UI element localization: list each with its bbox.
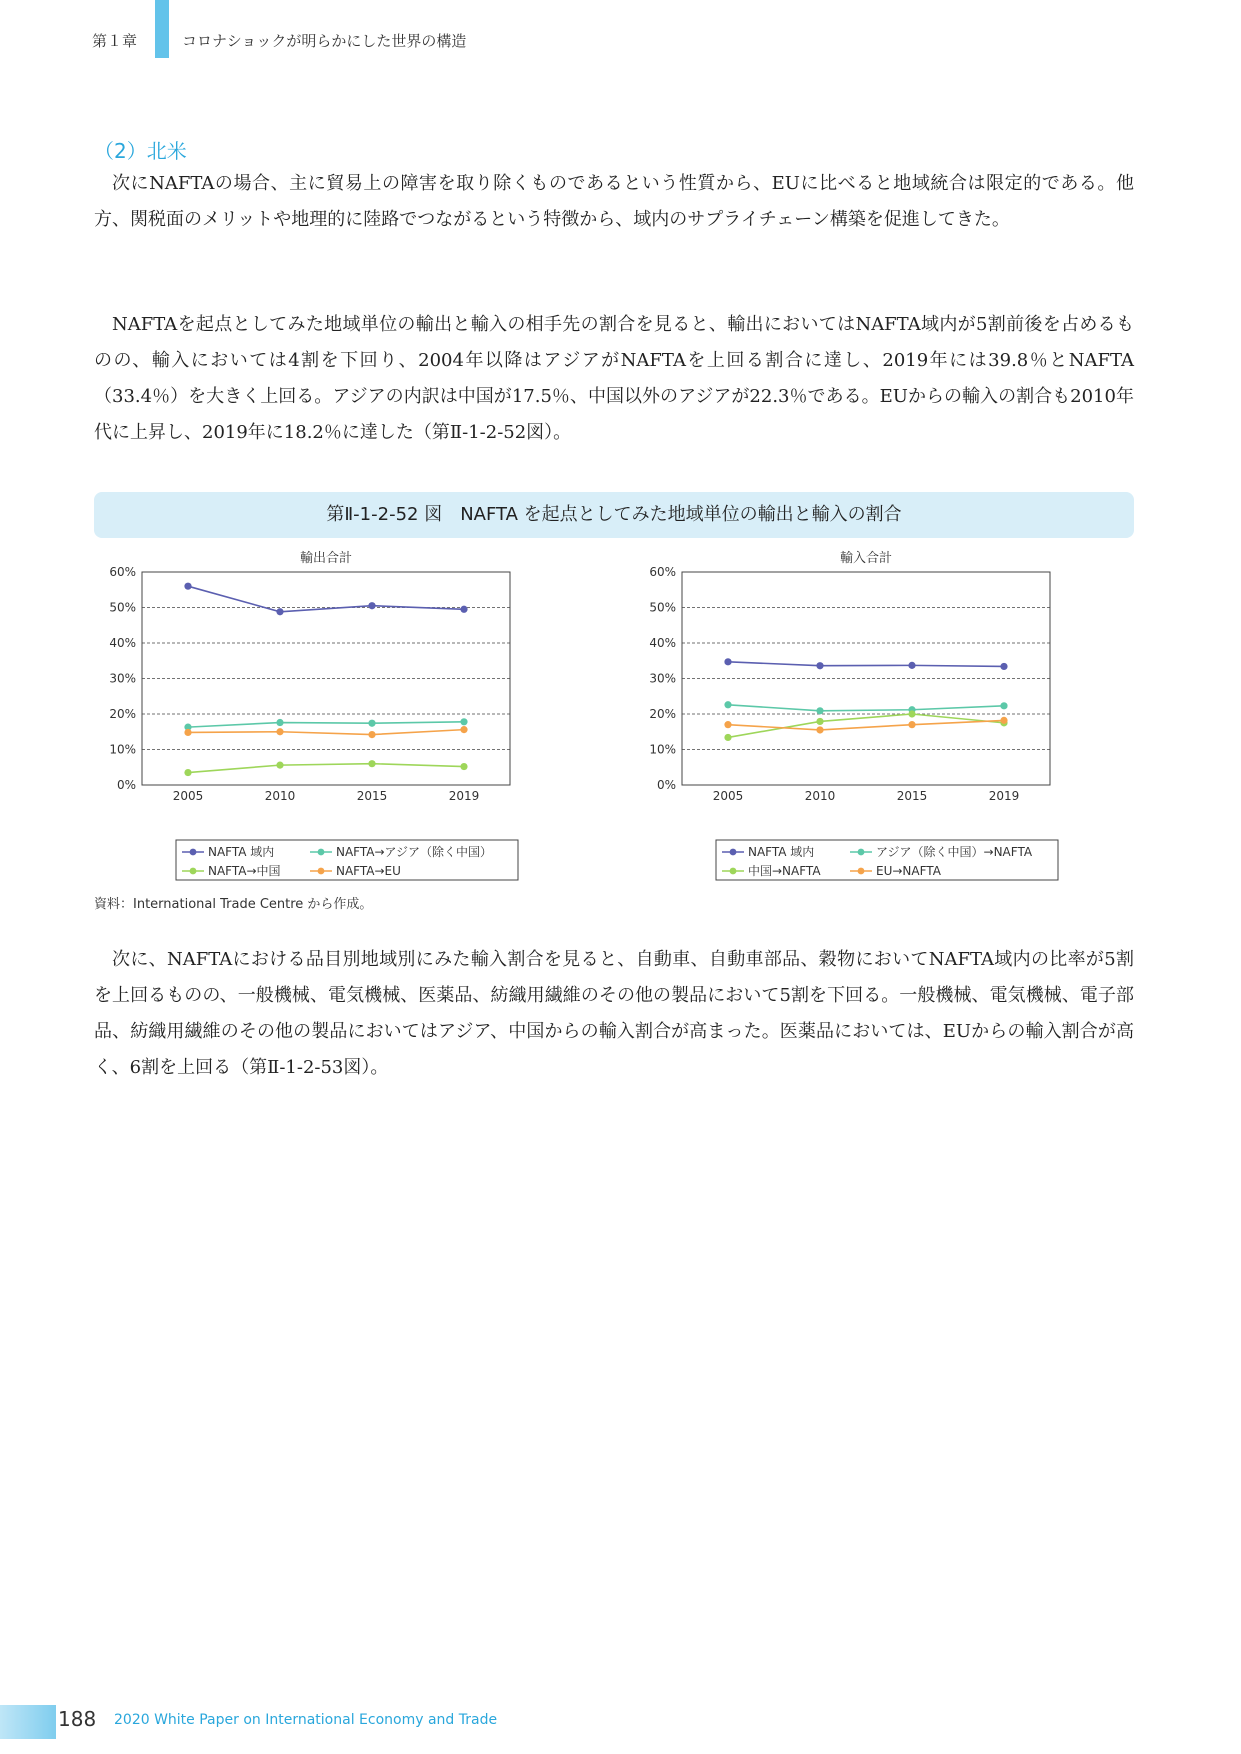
- y-tick-label: 50%: [109, 600, 136, 615]
- data-point: [1000, 663, 1007, 670]
- x-tick-label: 2010: [264, 789, 296, 803]
- data-point: [816, 707, 823, 714]
- y-tick-label: 10%: [649, 742, 676, 757]
- section-heading: （2）北米: [94, 139, 187, 163]
- header-accent-bar: [155, 0, 169, 58]
- data-point: [908, 710, 915, 717]
- data-point: [460, 726, 467, 733]
- import-chart: [634, 548, 1134, 888]
- data-point: [184, 583, 191, 590]
- legend-label: アジア（除く中国）→NAFTA: [876, 845, 1033, 859]
- y-tick-label: 50%: [649, 600, 676, 615]
- data-point: [724, 734, 731, 741]
- legend-swatch-dot: [730, 849, 737, 856]
- legend-swatch-dot: [190, 868, 197, 875]
- series-line: [728, 662, 1004, 667]
- series-line: [188, 722, 464, 727]
- data-point: [184, 769, 191, 776]
- data-point: [1000, 717, 1007, 724]
- legend-label: NAFTA→アジア（除く中国）: [336, 845, 493, 859]
- data-point: [276, 608, 283, 615]
- data-point: [816, 726, 823, 733]
- footer-accent-band: [0, 1705, 56, 1739]
- figure-source: 資料：International Trade Centre から作成。: [94, 897, 373, 912]
- legend-label: NAFTA 域内: [208, 845, 275, 859]
- y-tick-label: 60%: [649, 565, 676, 579]
- y-tick-label: 40%: [109, 636, 136, 650]
- data-point: [724, 658, 731, 665]
- data-point: [460, 718, 467, 725]
- y-tick-label: 30%: [649, 671, 676, 686]
- data-point: [908, 721, 915, 728]
- legend-label: NAFTA 域内: [748, 845, 815, 859]
- data-point: [816, 662, 823, 669]
- data-point: [460, 606, 467, 613]
- y-tick-label: 30%: [109, 671, 136, 686]
- data-point: [368, 731, 375, 738]
- legend-label: 中国→NAFTA: [748, 864, 821, 878]
- legend-label: NAFTA→EU: [336, 864, 401, 878]
- legend-swatch-dot: [858, 868, 865, 875]
- series-line: [728, 714, 1004, 737]
- legend-swatch-dot: [858, 849, 865, 856]
- x-tick-label: 2015: [896, 789, 928, 803]
- chart-title: 輸入合計: [839, 551, 893, 566]
- legend-swatch-dot: [730, 868, 737, 875]
- y-tick-label: 20%: [109, 707, 136, 721]
- page-number: 188: [58, 1707, 97, 1731]
- y-tick-label: 0%: [116, 778, 136, 792]
- series-line: [188, 730, 464, 735]
- legend-label: EU→NAFTA: [876, 864, 941, 878]
- chapter-title: コロナショックが明らかにした世界の構造: [182, 32, 467, 50]
- export-chart: [94, 548, 594, 888]
- data-point: [816, 718, 823, 725]
- x-tick-label: 2019: [988, 789, 1020, 803]
- x-tick-label: 2005: [172, 789, 204, 803]
- chart-title: 輸出合計: [299, 551, 353, 566]
- data-point: [276, 728, 283, 735]
- data-point: [276, 719, 283, 726]
- series-line: [728, 705, 1004, 711]
- x-tick-label: 2005: [712, 789, 744, 803]
- data-point: [368, 602, 375, 609]
- y-tick-label: 40%: [649, 636, 676, 650]
- paragraph-1: 次にNAFTAの場合、主に貿易上の障害を取り除くものであるという性質から、EUに比べると地域統合は限定的である。他方、関税面のメリットや地理的に陸路でつながるという特徴から、域内のサプライチェーン構築を促進してきた。: [94, 173, 1134, 230]
- chapter-label: 第１章: [92, 32, 138, 50]
- data-point: [184, 729, 191, 736]
- data-point: [724, 721, 731, 728]
- legend-swatch-dot: [318, 868, 325, 875]
- legend-swatch-dot: [318, 849, 325, 856]
- x-tick-label: 2019: [448, 789, 480, 803]
- series-line: [188, 586, 464, 612]
- legend-swatch-dot: [190, 849, 197, 856]
- paragraph-3: 次に、NAFTAにおける品目別地域別にみた輸入割合を見ると、自動車、自動車部品、穀物においてNAFTA域内の比率が5割を上回るものの、一般機械、電気機械、医薬品、紡織用繊維のその他の製品において5割を下回る。一般機械、電気機械、電子部品、紡織用繊維のその他の製品においてはアジア、中国からの輸入割合が高まった。医薬品においては、EUからの輸入割合が高く、6割を上回る（第Ⅱ-1-2-53図）。: [94, 949, 1134, 1078]
- figure-title: 第Ⅱ-1-2-52 図 NAFTA を起点としてみた地域単位の輸出と輸入の割合: [94, 492, 1134, 538]
- y-tick-label: 0%: [656, 778, 676, 792]
- series-line: [188, 764, 464, 773]
- data-point: [908, 662, 915, 669]
- data-point: [1000, 702, 1007, 709]
- data-point: [460, 763, 467, 770]
- x-tick-label: 2010: [804, 789, 836, 803]
- paragraph-2: NAFTAを起点としてみた地域単位の輸出と輸入の相手先の割合を見ると、輸出においてはNAFTA域内が5割前後を占めるものの、輸入においては4割を下回り、2004年以降はアジアがNAFTAを上回る割合に達し、2019年には39.8％とNAFTA（33.4％）を大きく上回る。アジアの内訳は中国が17.5％、中国以外のアジアが22.3％である。EUからの輸入の割合も2010年代に上昇し、2019年に18.2％に達した（第Ⅱ-1-2-52図）。: [94, 314, 1134, 443]
- data-point: [368, 720, 375, 727]
- y-tick-label: 10%: [109, 742, 136, 757]
- y-tick-label: 20%: [649, 707, 676, 721]
- series-line: [728, 720, 1004, 730]
- x-tick-label: 2015: [356, 789, 388, 803]
- data-point: [724, 701, 731, 708]
- legend-label: NAFTA→中国: [208, 864, 281, 878]
- data-point: [276, 762, 283, 769]
- y-tick-label: 60%: [109, 565, 136, 579]
- data-point: [368, 760, 375, 767]
- footer-title: 2020 White Paper on International Economy and Trade: [114, 1712, 498, 1728]
